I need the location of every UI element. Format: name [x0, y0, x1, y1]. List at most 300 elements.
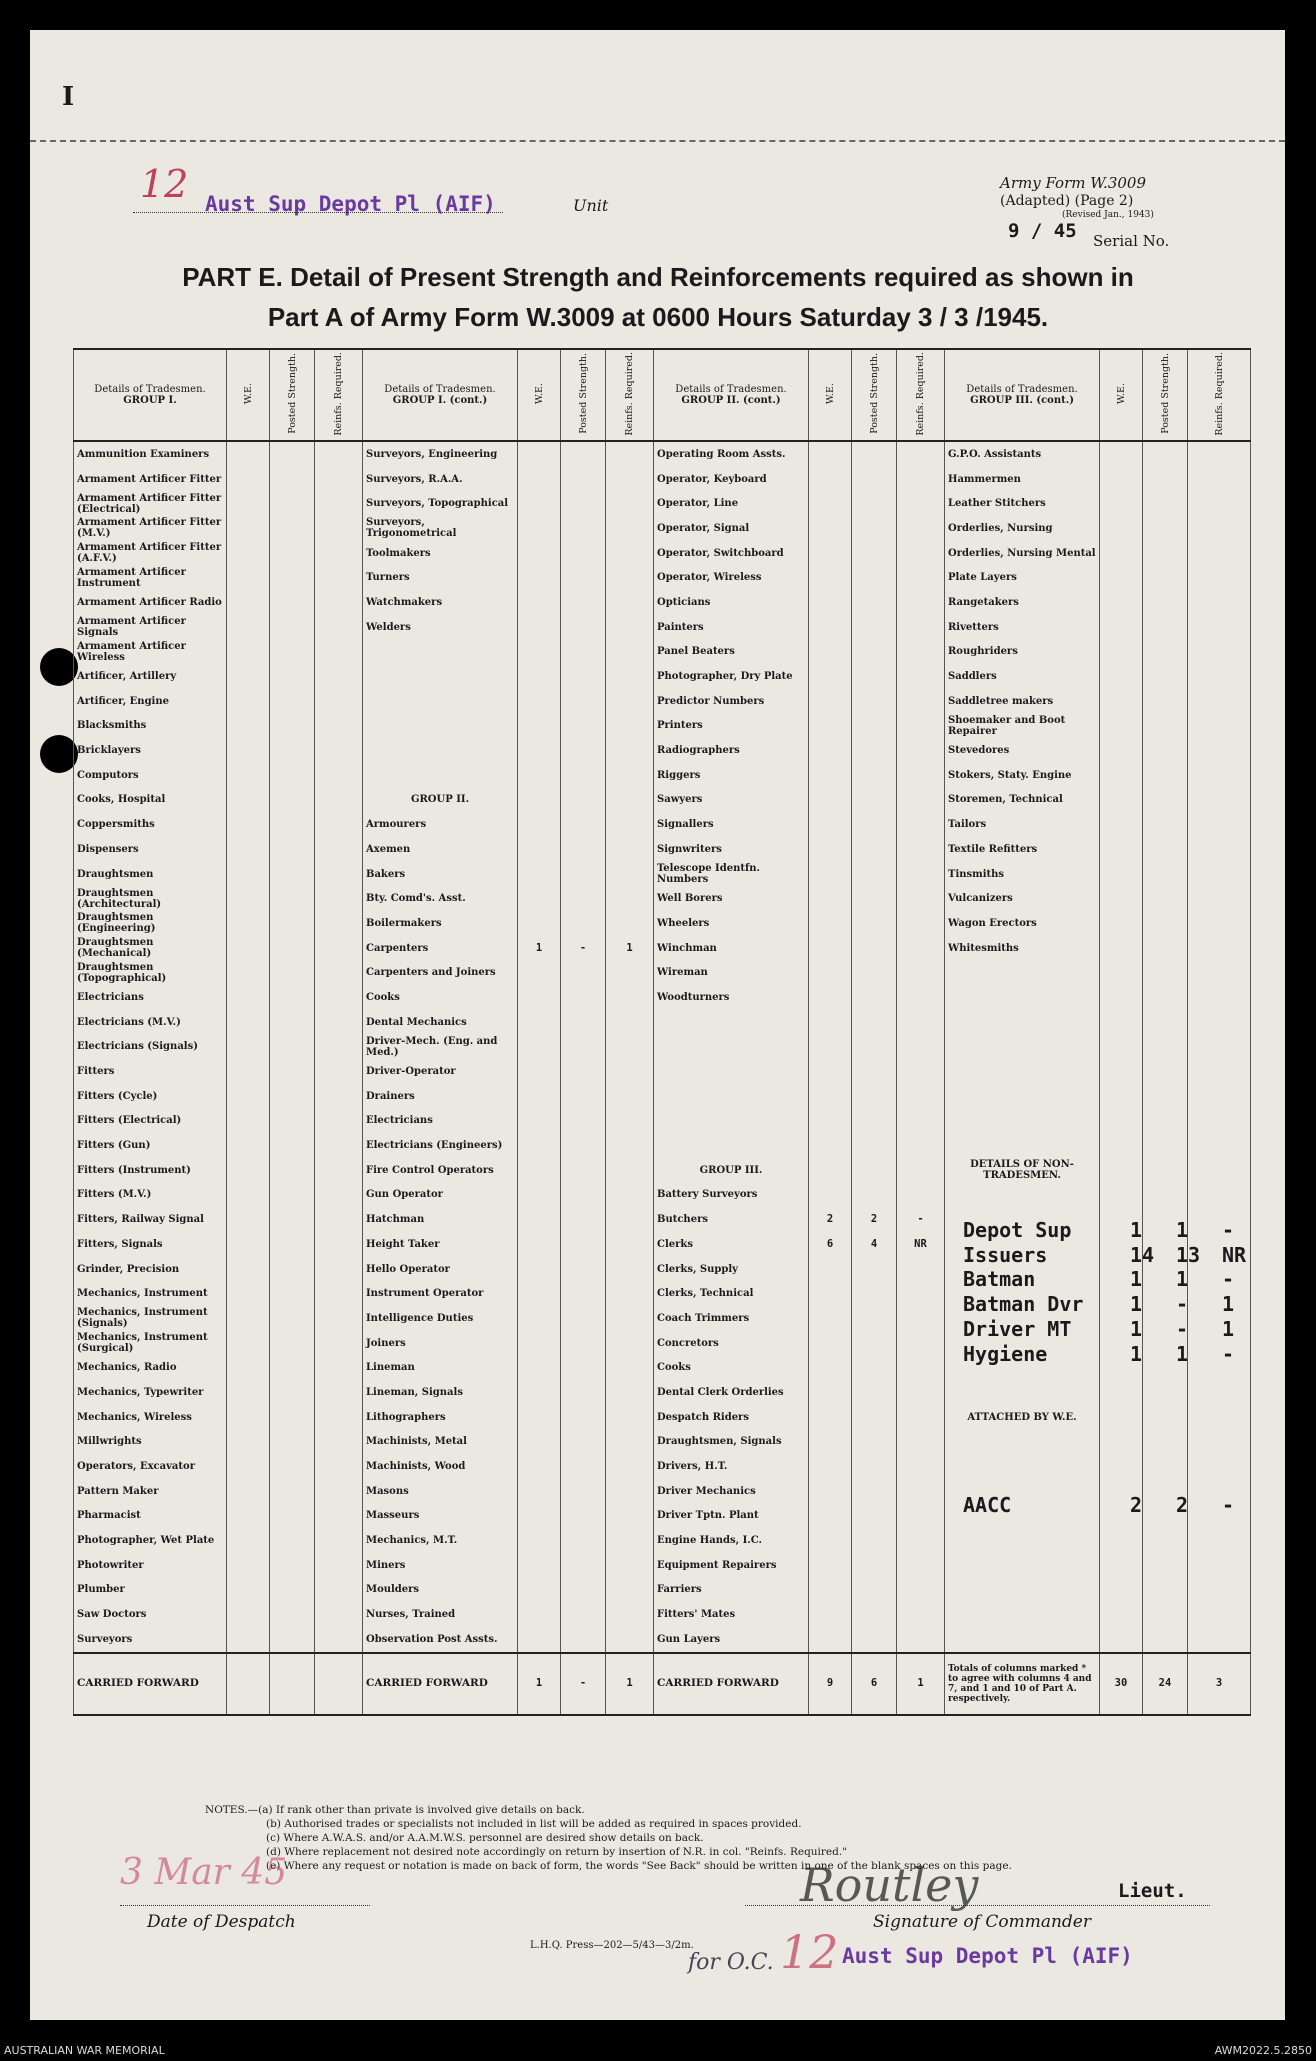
trade-label: Predictor Numbers — [654, 689, 809, 714]
count-cell — [561, 441, 606, 467]
trade-label: Welders — [363, 615, 518, 640]
count-cell — [227, 516, 270, 541]
count-cell — [809, 1430, 852, 1455]
count-cell — [1188, 1084, 1251, 1109]
count-cell — [1188, 1281, 1251, 1306]
count-cell — [897, 1158, 945, 1183]
trade-label: Bricklayers — [74, 738, 227, 763]
count-cell — [227, 441, 270, 467]
table-row — [74, 738, 1251, 763]
count-cell — [1100, 1158, 1143, 1183]
count-cell — [270, 960, 315, 985]
trade-label: Orderlies, Nursing — [945, 516, 1100, 541]
trade-label — [945, 1084, 1100, 1109]
trade-label: Armament Artificer Wireless — [74, 640, 227, 665]
count-cell — [1188, 1380, 1251, 1405]
count-cell — [1143, 516, 1188, 541]
count-cell — [315, 1035, 363, 1060]
count-cell — [1100, 1553, 1143, 1578]
count-cell — [227, 1627, 270, 1653]
trade-label — [945, 1109, 1100, 1134]
count-cell — [1143, 714, 1188, 739]
count-cell — [561, 1430, 606, 1455]
count-cell — [1143, 664, 1188, 689]
count-cell — [315, 491, 363, 516]
count-cell — [1188, 1479, 1251, 1504]
count-cell — [518, 1059, 561, 1084]
trade-label: Armourers — [363, 812, 518, 837]
count-cell — [518, 960, 561, 985]
trade-label: Concretors — [654, 1331, 809, 1356]
corner-mark: I — [62, 82, 75, 112]
non-tradesman-reinf: - — [1222, 1218, 1235, 1242]
trade-label: Toolmakers — [363, 541, 518, 566]
non-tradesman-we: 1 — [1130, 1341, 1143, 1366]
count-cell — [561, 590, 606, 615]
trade-label: Miners — [363, 1553, 518, 1578]
trade-label: Electricians (M.V.) — [74, 1010, 227, 1035]
count-cell — [561, 1553, 606, 1578]
trade-label: Rangetakers — [945, 590, 1100, 615]
count-cell — [852, 812, 897, 837]
count-cell — [1143, 1602, 1188, 1627]
count-cell — [518, 1158, 561, 1183]
trade-label: G.P.O. Assistants — [945, 441, 1100, 467]
count-cell — [897, 1035, 945, 1060]
count-cell — [227, 812, 270, 837]
count-cell — [606, 664, 654, 689]
trade-label: Electricians (Signals) — [74, 1035, 227, 1060]
count-cell — [852, 1306, 897, 1331]
count-cell — [1188, 1035, 1251, 1060]
count-cell — [270, 1430, 315, 1455]
table-row — [74, 1059, 1251, 1084]
count-cell — [1188, 1405, 1251, 1430]
trade-label — [654, 1010, 809, 1035]
count-cell — [1188, 1158, 1251, 1183]
trade-label — [945, 1627, 1100, 1653]
count-cell — [606, 467, 654, 492]
count-cell — [606, 1035, 654, 1060]
non-tradesman-posted: 13 — [1176, 1242, 1201, 1267]
trade-label: Armament Artificer Fitter (Electrical) — [74, 491, 227, 516]
trade-label: Mechanics, Radio — [74, 1355, 227, 1380]
count-cell — [1100, 763, 1143, 788]
count-cell — [315, 1553, 363, 1578]
trade-label: Armament Artificer Radio — [74, 590, 227, 615]
count-cell — [518, 763, 561, 788]
count-cell — [1188, 1355, 1251, 1380]
count-cell — [809, 1257, 852, 1282]
count-cell — [1188, 516, 1251, 541]
count-cell — [1188, 441, 1251, 467]
count-cell — [897, 738, 945, 763]
trade-label: Cooks, Hospital — [74, 788, 227, 813]
count-cell — [606, 1405, 654, 1430]
press-line: L.H.Q. Press—202—5/43—3/2m. — [530, 1940, 694, 1951]
unit-handwritten: 12 — [140, 162, 189, 206]
non-tradesman-name: Depot Sup — [963, 1218, 1072, 1242]
trade-label: Electricians — [363, 1109, 518, 1134]
count-cell — [561, 491, 606, 516]
header-posted: Posted Strength. — [868, 353, 880, 434]
count-cell — [270, 985, 315, 1010]
trade-label: Roughriders — [945, 640, 1100, 665]
count-cell — [561, 1355, 606, 1380]
trade-label: Plumber — [74, 1578, 227, 1603]
count-cell — [1100, 1578, 1143, 1603]
count-cell — [315, 1653, 363, 1715]
table-row — [74, 960, 1251, 985]
count-cell — [606, 1207, 654, 1232]
count-cell — [270, 1035, 315, 1060]
trade-label: Draughtsmen, Signals — [654, 1430, 809, 1455]
count-cell — [315, 1207, 363, 1232]
count-cell — [561, 1257, 606, 1282]
count-cell — [518, 1084, 561, 1109]
count-cell — [270, 788, 315, 813]
count-cell — [561, 689, 606, 714]
count-cell — [315, 1430, 363, 1455]
count-cell — [227, 1454, 270, 1479]
strength-table — [73, 348, 1251, 1716]
count-cell — [809, 1281, 852, 1306]
trade-label: Textile Refitters — [945, 837, 1100, 862]
count-cell — [809, 763, 852, 788]
count-cell — [315, 738, 363, 763]
trade-label — [945, 960, 1100, 985]
count-cell — [1100, 467, 1143, 492]
count-cell — [1188, 590, 1251, 615]
attached-name: AACC — [963, 1493, 1012, 1517]
trade-label: Driver-Operator — [363, 1059, 518, 1084]
count-cell — [1143, 565, 1188, 590]
count-cell — [270, 441, 315, 467]
count-cell — [315, 1306, 363, 1331]
trade-label — [945, 1454, 1100, 1479]
count-cell: 2 — [852, 1207, 897, 1232]
count-cell — [227, 664, 270, 689]
count-cell — [315, 1232, 363, 1257]
count-cell — [1100, 689, 1143, 714]
count-cell — [270, 1627, 315, 1653]
count-cell — [809, 837, 852, 862]
count-cell — [518, 1257, 561, 1282]
trade-label: Tailors — [945, 812, 1100, 837]
count-cell — [606, 985, 654, 1010]
count-cell — [1143, 1380, 1188, 1405]
count-cell — [1100, 1084, 1143, 1109]
count-cell — [1143, 1035, 1188, 1060]
count-cell — [897, 1331, 945, 1356]
count-cell — [852, 1504, 897, 1529]
count-cell — [606, 714, 654, 739]
count-cell — [897, 1528, 945, 1553]
trade-label: Signallers — [654, 812, 809, 837]
trade-label — [945, 1380, 1100, 1405]
count-cell — [561, 837, 606, 862]
count-cell — [606, 615, 654, 640]
note-b: (b) Authorised trades or specialists not included in list will be added as required in spaces provided. — [266, 1818, 802, 1830]
count-cell — [897, 1183, 945, 1208]
trade-label: Stevedores — [945, 738, 1100, 763]
count-cell — [270, 1380, 315, 1405]
despatch-line — [120, 1905, 370, 1906]
count-cell — [1143, 1405, 1188, 1430]
count-cell — [1143, 812, 1188, 837]
trade-label — [945, 1059, 1100, 1084]
count-cell — [809, 788, 852, 813]
trade-label — [945, 1528, 1100, 1553]
count-cell — [852, 960, 897, 985]
count-cell — [270, 1528, 315, 1553]
trade-label: Carpenters — [363, 936, 518, 961]
count-cell — [270, 763, 315, 788]
trade-label: Observation Post Assts. — [363, 1627, 518, 1653]
count-cell — [518, 590, 561, 615]
trade-label: Fitters (M.V.) — [74, 1183, 227, 1208]
count-cell — [315, 1380, 363, 1405]
trade-label — [654, 1084, 809, 1109]
count-cell — [897, 936, 945, 961]
count-cell — [852, 714, 897, 739]
count-cell — [1188, 936, 1251, 961]
trade-label: Rivetters — [945, 615, 1100, 640]
count-cell — [1188, 837, 1251, 862]
count-cell — [897, 664, 945, 689]
trade-label: Clerks, Technical — [654, 1281, 809, 1306]
trade-label: Hammermen — [945, 467, 1100, 492]
count-cell — [1188, 1454, 1251, 1479]
count-cell — [518, 1010, 561, 1035]
count-cell — [1188, 738, 1251, 763]
trade-label: DETAILS OF NON-TRADESMEN. — [945, 1158, 1100, 1183]
trade-label: Cooks — [363, 985, 518, 1010]
count-cell — [852, 590, 897, 615]
count-cell — [315, 812, 363, 837]
count-cell — [518, 1306, 561, 1331]
count-cell — [227, 615, 270, 640]
count-cell — [1188, 911, 1251, 936]
trade-label: Photowriter — [74, 1553, 227, 1578]
count-cell — [270, 1133, 315, 1158]
count-cell — [1100, 1430, 1143, 1455]
count-cell — [270, 1010, 315, 1035]
count-cell — [227, 1306, 270, 1331]
trade-label: Despatch Riders — [654, 1405, 809, 1430]
caption-strip — [0, 2040, 1316, 2061]
count-cell — [1188, 1602, 1251, 1627]
trade-label: Machinists, Metal — [363, 1430, 518, 1455]
table-row — [74, 985, 1251, 1010]
count-cell — [227, 1257, 270, 1282]
trade-label: Operator, Line — [654, 491, 809, 516]
count-cell — [518, 1430, 561, 1455]
trade-label: Engine Hands, I.C. — [654, 1528, 809, 1553]
count-cell — [852, 1602, 897, 1627]
trade-label: Draughtsmen (Architectural) — [74, 886, 227, 911]
count-cell: 1 — [897, 1653, 945, 1715]
header-we: W.E. — [533, 382, 545, 405]
count-cell — [561, 1306, 606, 1331]
table-row — [74, 837, 1251, 862]
count-cell — [1143, 640, 1188, 665]
non-tradesman-posted: - — [1176, 1316, 1189, 1341]
count-cell — [270, 1653, 315, 1715]
count-cell — [809, 1010, 852, 1035]
count-cell — [270, 1232, 315, 1257]
count-cell — [227, 837, 270, 862]
count-cell — [315, 1405, 363, 1430]
table-row — [74, 1627, 1251, 1653]
header-details-g1cont: Details of Tradesmen. GROUP I. (cont.) — [363, 349, 518, 441]
trade-label: Instrument Operator — [363, 1281, 518, 1306]
count-cell — [227, 1479, 270, 1504]
count-cell — [606, 738, 654, 763]
header-we: W.E. — [242, 382, 254, 405]
caption-left: AUSTRALIAN WAR MEMORIAL — [4, 2044, 165, 2057]
count-cell — [315, 1479, 363, 1504]
trade-label: Draughtsmen (Mechanical) — [74, 936, 227, 961]
count-cell: 3 — [1188, 1653, 1251, 1715]
carried-forward-label: CARRIED FORWARD — [74, 1653, 227, 1715]
count-cell — [606, 812, 654, 837]
signature-label: Signature of Commander — [873, 1912, 1091, 1932]
count-cell — [315, 763, 363, 788]
count-cell — [561, 960, 606, 985]
count-cell — [1100, 1627, 1143, 1653]
trade-label: Moulders — [363, 1578, 518, 1603]
count-cell — [315, 1602, 363, 1627]
count-cell — [518, 516, 561, 541]
table-row — [74, 541, 1251, 566]
count-cell — [897, 714, 945, 739]
count-cell — [606, 1454, 654, 1479]
trade-label: Wagon Erectors — [945, 911, 1100, 936]
note-d: (d) Where replacement not desired note accordingly on return by insertion of N.R. in col. "Reinfs. Required." — [266, 1846, 848, 1858]
count-cell — [227, 541, 270, 566]
count-cell — [561, 1035, 606, 1060]
count-cell — [852, 985, 897, 1010]
count-cell — [897, 1059, 945, 1084]
form-line2: (Adapted) (Page 2) — [1000, 193, 1134, 209]
count-cell — [1100, 1059, 1143, 1084]
count-cell — [809, 1183, 852, 1208]
count-cell — [852, 516, 897, 541]
count-cell — [852, 1084, 897, 1109]
count-cell — [518, 788, 561, 813]
count-cell — [1100, 541, 1143, 566]
count-cell — [518, 1627, 561, 1653]
count-cell — [852, 491, 897, 516]
count-cell — [852, 911, 897, 936]
count-cell — [809, 1578, 852, 1603]
count-cell — [606, 1355, 654, 1380]
trade-label: Operator, Switchboard — [654, 541, 809, 566]
trade-label: Telescope Identfn. Numbers — [654, 862, 809, 887]
count-cell — [606, 491, 654, 516]
title-line2: Part A of Army Form W.3009 at 0600 Hours Saturday 3 / 3 /1945. — [267, 302, 1049, 332]
trade-label: Mechanics, Instrument — [74, 1281, 227, 1306]
trade-label: Saw Doctors — [74, 1602, 227, 1627]
count-cell — [561, 1380, 606, 1405]
count-cell — [518, 1207, 561, 1232]
table-row — [74, 812, 1251, 837]
count-cell — [897, 590, 945, 615]
count-cell — [1143, 788, 1188, 813]
count-cell — [897, 1355, 945, 1380]
count-cell — [1188, 664, 1251, 689]
count-cell — [852, 441, 897, 467]
trade-label: Electricians — [74, 985, 227, 1010]
count-cell — [315, 590, 363, 615]
count-cell — [227, 886, 270, 911]
count-cell — [809, 1133, 852, 1158]
count-cell — [1188, 788, 1251, 813]
trade-label: Opticians — [654, 590, 809, 615]
unit-label: Unit — [573, 196, 609, 215]
count-cell — [518, 812, 561, 837]
count-cell — [606, 1010, 654, 1035]
count-cell — [227, 1504, 270, 1529]
count-cell: 6 — [852, 1653, 897, 1715]
unit-underline — [133, 212, 503, 213]
trade-label: Hello Operator — [363, 1257, 518, 1282]
count-cell — [561, 886, 606, 911]
count-cell — [809, 590, 852, 615]
count-cell — [1143, 862, 1188, 887]
form-line1: Army Form W.3009 — [1000, 174, 1146, 192]
count-cell — [227, 738, 270, 763]
count-cell — [809, 960, 852, 985]
trade-label: Electricians (Engineers) — [363, 1133, 518, 1158]
table-row — [74, 1602, 1251, 1627]
trade-label — [945, 1035, 1100, 1060]
count-cell — [518, 1035, 561, 1060]
count-cell: 1 — [606, 1653, 654, 1715]
table-row — [74, 1355, 1251, 1380]
count-cell — [606, 1232, 654, 1257]
table-row — [74, 862, 1251, 887]
count-cell — [315, 1084, 363, 1109]
trade-label: Driver-Mech. (Eng. and Med.) — [363, 1035, 518, 1060]
trade-label: Blacksmiths — [74, 714, 227, 739]
rank: Lieut. — [1118, 1880, 1187, 1902]
count-cell — [1188, 862, 1251, 887]
count-cell — [809, 1528, 852, 1553]
count-cell: 24 — [1143, 1653, 1188, 1715]
count-cell — [1143, 763, 1188, 788]
count-cell — [227, 491, 270, 516]
table-row — [74, 1331, 1251, 1356]
trade-label: Clerks — [654, 1232, 809, 1257]
count-cell — [315, 1158, 363, 1183]
trade-label: Pattern Maker — [74, 1479, 227, 1504]
count-cell — [809, 1627, 852, 1653]
count-cell — [561, 565, 606, 590]
count-cell — [1100, 590, 1143, 615]
count-cell — [1143, 1528, 1188, 1553]
count-cell — [1143, 1454, 1188, 1479]
table-row — [74, 1479, 1251, 1504]
count-cell — [897, 812, 945, 837]
count-cell — [852, 1281, 897, 1306]
count-cell — [606, 1380, 654, 1405]
count-cell — [561, 1627, 606, 1653]
count-cell — [852, 615, 897, 640]
count-cell — [1143, 441, 1188, 467]
count-cell — [1100, 1035, 1143, 1060]
